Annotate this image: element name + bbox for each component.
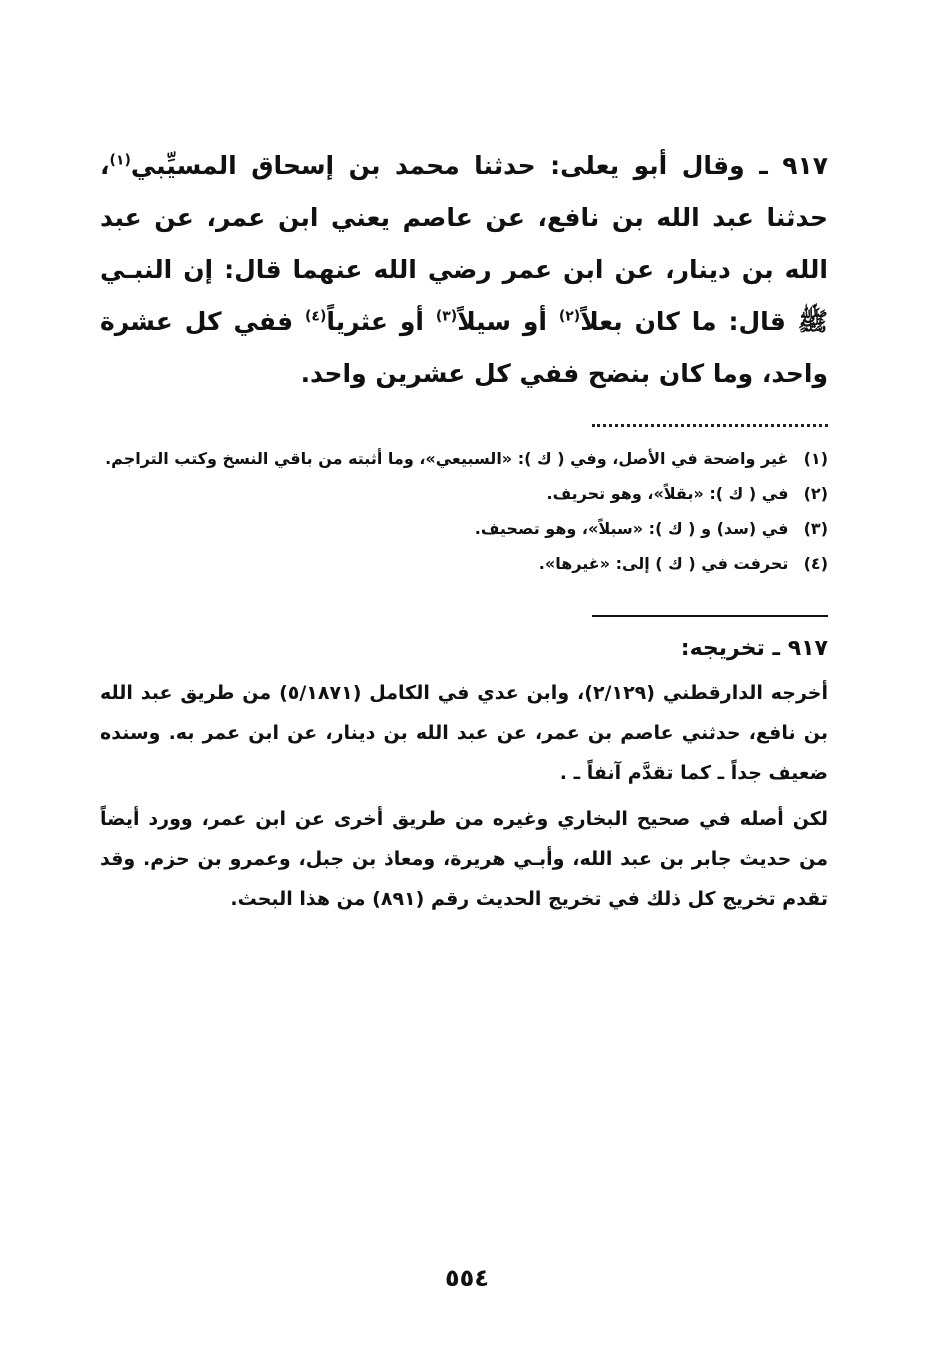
footnote-ref[interactable]: (١) (109, 152, 131, 169)
footnote-text: غير واضحة في الأصل، وفي ( ك ): «السبيعي»، وما أثبته من باقي النسخ وكتب التراجم. (105, 449, 789, 468)
footnote-text: تحرفت في ( ك ) إلى: «غيرها». (538, 554, 789, 573)
takhrij-heading: ٩١٧ ـ تخريجه: (680, 636, 828, 661)
section-separator (592, 615, 828, 617)
footnote-ref[interactable]: (٢) (558, 308, 581, 325)
hadith-number: ٩١٧ ـ (759, 151, 829, 180)
takhrij-paragraph: لكن أصله في صحيح البخاري وغيره من طريق أخرى عن ابن عمر، وورد أيضاً من حديث جابر بن عبد الله، وأبـي هريرة، ومعاذ بن جبل، وعمرو بن حزم. وقد تقدم تخريج كل ذلك في تخريج الحديث رقم (٨٩١) من هذا البحث. (100, 808, 828, 910)
hadith-text-part: ، حدثنا عبد الله بن نافع، عن عاصم يعني ابن عمر، عن عبد الله بن دينار، عن ابن عمر رضي الله عنهما قال: إن النبـي ﷺ قال: ما كان بعلاً (100, 151, 828, 336)
hadith-text-part: أو عثرياً (326, 307, 436, 336)
footnotes-list (100, 441, 828, 581)
footnote-number: (٤) (803, 554, 828, 573)
footnote-text: في ( ك ): «بقلاً»، وهو تحريف. (546, 484, 789, 503)
footnote-item (100, 546, 828, 581)
footnote-ref[interactable]: (٤) (304, 308, 327, 325)
hadith-text-part: ففي كل عشرة واحد، وما كان بنضح ففي كل عشرين واحد. (100, 307, 828, 388)
footnote-item (100, 441, 828, 476)
page-number: ٥٥٤ (445, 1264, 489, 1292)
takhrij-paragraph: أخرجه الدارقطني (٢/١٢٩)، وابن عدي في الكامل (٥/١٨٧١) من طريق عبد الله بن نافع، حدثني عاصم بن عمر، عن عبد الله بن دينار، عن ابن عمر به. وسنده ضعيف جداً ـ كما تقدَّم آنفاً ـ . (100, 682, 828, 784)
footnote-divider (592, 418, 828, 427)
footnote-number: (٢) (803, 484, 828, 503)
hadith-text-part: وقال أبو يعلى: حدثنا محمد بن إسحاق المسيِّبي (130, 151, 745, 180)
page-body (100, 140, 828, 919)
footnote-text: في (سد) و ( ك ): «سبلاً»، وهو تصحيف. (474, 519, 789, 538)
hadith-text (100, 140, 828, 400)
footnote-number: (١) (803, 449, 828, 468)
footnote-item (100, 511, 828, 546)
footnote-ref[interactable]: (٣) (435, 308, 458, 325)
footnote-item (100, 476, 828, 511)
footnote-number: (٣) (803, 519, 828, 538)
hadith-text-part: أو سيلاً (457, 307, 559, 336)
